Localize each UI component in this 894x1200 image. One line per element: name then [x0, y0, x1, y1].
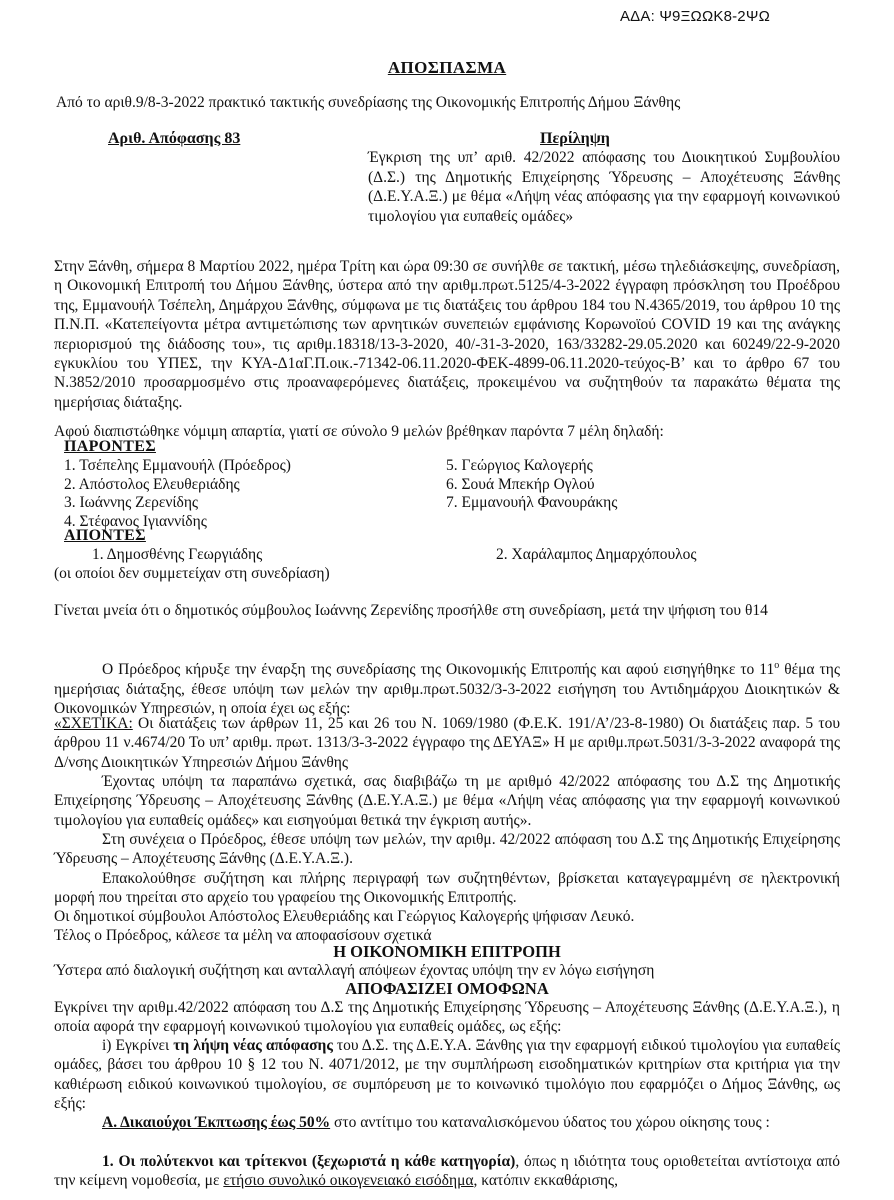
discussion-paragraph: Επακολούθησε συζήτηση και πλήρης περιγραφή των συζητηθέντων, βρίσκεται καταγεγραμμένη σε ηλεκτρονική μορφή που τηρείται στο αρχείο του γραφείου της Οικονομικής Επιτροπής.	[54, 870, 840, 907]
present-member: 5. Γεώργιος Καλογερής	[446, 457, 593, 474]
item-i-paragraph	[54, 1036, 840, 1114]
absent-title: ΑΠΟΝΤΕΣ	[64, 527, 146, 544]
text-span: στο αντίτιμο του καταναλισκόμενου ύδατος του χώρου οίκησης τους :	[330, 1114, 770, 1131]
decides-title: ΑΠΟΦΑΣΙΖΕΙ ΟΜΟΦΩΝΑ	[345, 979, 549, 998]
committee-subtitle: Ύστερα από διαλογική συζήτηση και ανταλλαγή απόψεων έχοντας υπόψη την εν λόγω εισήγηση	[54, 962, 655, 979]
ordinal-superscript: ο	[774, 660, 780, 671]
intro-line: Από το αριθ.9/8-3-2022 πρακτικό τακτικής συνεδρίασης της Οικονομικής Επιτροπής Δήμου Ξάνθης	[56, 94, 681, 111]
relevant-label: «ΣΧΕΤΙΚΑ:	[54, 715, 133, 732]
decision-number: Αριθ. Απόφασης 83	[108, 130, 241, 147]
underlined-span: ετήσιο συνολικό οικογενειακό εισόδημα	[223, 1172, 474, 1190]
relevant-paragraph	[54, 714, 840, 772]
present-member: 2. Απόστολος Ελευθεριάδης	[64, 475, 240, 493]
having-paragraph: Έχοντας υπόψη τα παραπάνω σχετικά, σας διαβιβάζω τη με αριθμό 42/2022 απόφασης του Δ.Σ της Δημοτικής Επιχείρησης Ύδρευσης – Αποχέτευσης Ξάνθης (Δ.Ε.Υ.Α.Ξ.) με θέμα «Λήψη νέας απόφασης για την εφαρμογή κοινωνικού τιμολογίου για ευπαθείς ομάδες» και εισηγούμαι θετικά την έγκριση αυτής».	[54, 773, 840, 829]
bold-span: 1. Οι πολύτεκνοι και τρίτεκνοι (ξεχωριστά η κάθε κατηγορία)	[102, 1153, 516, 1170]
text-span: Οι διατάξεις των άρθρων 11, 25 και 26 του Ν. 1069/1980 (Φ.Ε.Κ. 191/Α’/23-8-1980) Οι διατάξεις παρ. 5 του άρθρου 11 ν.4674/20 Το υπ’ αριθμ. πρωτ. 1313/3-3-2022 έγγραφο της ΔΕΥΑΞ» Η με αριθμ.πρωτ.5031/3-3-2022 αναφορά της Δ/νσης Διοικητικών Υπηρεσιών Δήμου Ξάνθης	[54, 715, 840, 771]
then-paragraph: Στη συνέχεια ο Πρόεδρος, έθεσε υπόψη των μελών, την αριθμ. 42/2022 απόφαση του Δ.Σ της Δημοτικής Επιχείρησης Ύδρευσης – Αποχέτευσης Ξάνθης (Δ.Ε.Υ.Α.Ξ.).	[54, 831, 840, 868]
text-span: θέμα της ημερήσιας διάταξης, έθεσε υπόψη των μελών την αριθμ.πρωτ.5032/3-3-2022 εισήγηση του Αντιδημάρχου Διοικητικών & Οικονομικών Υπηρεσιών, η οποία έχει ως εξής:	[54, 661, 840, 717]
category-a-label: Α. Δικαιούχοι Έκπτωσης έως 50%	[102, 1114, 331, 1131]
present-member: 1. Τσέπελης Εμμανουήλ (Πρόεδρος)	[64, 457, 291, 474]
present-member: 7. Εμμανουήλ Φανουράκης	[446, 494, 618, 511]
opening-paragraph: Στην Ξάνθη, σήμερα 8 Μαρτίου 2022, ημέρα Τρίτη και ώρα 09:30 σε συνήλθε σε τακτική, μέσω τηλεδιάσκεψης, συνεδρίαση, η Οικονομική Επιτροπή του Δήμου Ξάνθης, ύστερα από την αριθμ.πρωτ.5125/4-3-2022 έγγραφη πρόσκληση του Προέδρου της, Εμμανουήλ Τσέπελη, Δημάρχου Ξάνθης, σύμφωνα με τις διατάξεις του άρθρου 184 του Ν.4365/2019, του άρθρου 10 της Π.Ν.Π. «Κατεπείγοντα μέτρα αντιμετώπισης των αρνητικών συνεπειών εμφάνισης Κορωνοϊού COVID 19 και της ανάγκης περιορισμού της διάδοσης του», τις αριθμ.18318/13-3-2020, 40/-31-3-2020, 163/33282-29.05.2020 και 60249/22-9-2020 εγκυκλίου του ΥΠΕΣ, την ΚΥΑ-Δ1αΓ.Π.οικ.-71342-06.11.2020-ΦΕΚ-4899-06.11.2020-τεύχος-Β’ και το άρθρο 67 του Ν.3852/2010 προσαρμοσμένο στις προαναφερόμενες διατάξεις, προκειμένου να συζητηθούν τα παρακάτω θέματα της ημερήσιας διάταξης.	[54, 258, 840, 411]
quorum-line: Αφού διαπιστώθηκε νόμιμη απαρτία, γιατί σε σύνολο 9 μελών βρέθηκαν παρόντα 7 μέλη δηλαδή:	[54, 423, 664, 440]
absent-member: 2. Χαράλαμπος Δημαρχόπουλος	[496, 546, 697, 563]
absent-note: (οι οποίοι δεν συμμετείχαν στη συνεδρίαση)	[54, 565, 330, 582]
text-span: Ο Πρόεδρος κήρυξε την έναρξη της συνεδρίασης της Οικονομικής Επιτροπής και αφού εισηγήθηκε το 11	[102, 661, 775, 679]
mention-paragraph: Γίνεται μνεία ότι ο δημοτικός σύμβουλος Ιωάννης Ζερενίδης προσήλθε στη συνεδρίαση, μετά την ψήφιση του θ14	[54, 602, 768, 619]
closing-line: Τέλος ο Πρόεδρος, κάλεσε τα μέλη να αποφασίσουν σχετικά	[54, 927, 432, 944]
present-title: ΠΑΡΟΝΤΕΣ	[64, 438, 156, 455]
approval-paragraph: Εγκρίνει την αριθμ.42/2022 απόφαση του Δ.Σ της Δημοτικής Επιχείρησης Ύδρευσης – Αποχέτευσης Ξάνθης (Δ.Ε.Υ.Α.Ξ.), η οποία αφορά την εφαρμογή κοινωνικού τιμολογίου για ευπαθείς ομάδες, ως εξής:	[54, 999, 840, 1036]
present-member: 4. Στέφανος Ιγιαννίδης	[64, 512, 207, 530]
item-1-paragraph	[54, 1152, 840, 1191]
ada-code: ΑΔΑ: Ψ9ΞΩΩΚ8-2ΨΩ	[619, 8, 770, 25]
summary-text: Έγκριση της υπ’ αριθ. 42/2022 απόφασης του Διοικητικού Συμβουλίου (Δ.Σ.) της Δημοτικής Επιχείρησης Ύδρευσης – Αποχέτευσης Ξάνθης (Δ.Ε.Υ.Α.Ξ.) με θέμα «Λήψη νέας απόφασης για την εφαρμογή κοινωνικού τιμολογίου για ευπαθείς ομάδες»	[368, 149, 840, 225]
present-list-right	[446, 457, 617, 513]
text-span: i) Εγκρίνει	[102, 1037, 174, 1054]
document-title: ΑΠΟΣΠΑΣΜΑ	[387, 58, 507, 77]
text-span: , όπως η ιδιότητα τους οριοθετείται αντίστοιχα από την κείμενη νομοθεσία, με	[54, 1153, 840, 1190]
votes-paragraph: Οι δημοτικοί σύμβουλοι Απόστολος Ελευθεριάδης και Γεώργιος Καλογερής ψήφισαν Λευκό.	[54, 908, 635, 925]
opening-motion-paragraph	[54, 656, 840, 718]
present-member: 6. Σουά Μπεκήρ Ογλού	[446, 475, 595, 493]
present-member: 3. Ιωάννης Ζερενίδης	[64, 494, 199, 511]
present-list-left	[64, 457, 291, 531]
text-span: του Δ.Σ. της Δ.Ε.Υ.Α. Ξάνθης για την εφαρμογή ειδικού τιμολογίου για ευπαθείς ομάδες, βάσει του άρθρου 10 § 12 του Ν. 4071/2012, με την συμπλήρωση εισοδηματικών κριτηρίων στα κριτήρια για την καθιέρωση ειδικού κοινωνικού τιμολογίου, σε συμπόρευση με το κοινωνικό τιμολόγιο που εφαρμόζει ο Δήμος Ξάνθης, ως εξής:	[54, 1037, 840, 1113]
summary-title: Περίληψη	[540, 130, 610, 147]
absent-member: 1. Δημοσθένης Γεωργιάδης	[92, 546, 263, 563]
bold-span: τη λήψη νέας απόφασης	[173, 1037, 333, 1054]
text-span: , κατόπιν εκκαθάρισης,	[473, 1172, 618, 1190]
category-a-paragraph	[54, 1113, 840, 1132]
committee-title: Η ΟΙΚΟΝΟΜΙΚΗ ΕΠΙΤΡΟΠΗ	[333, 942, 561, 961]
